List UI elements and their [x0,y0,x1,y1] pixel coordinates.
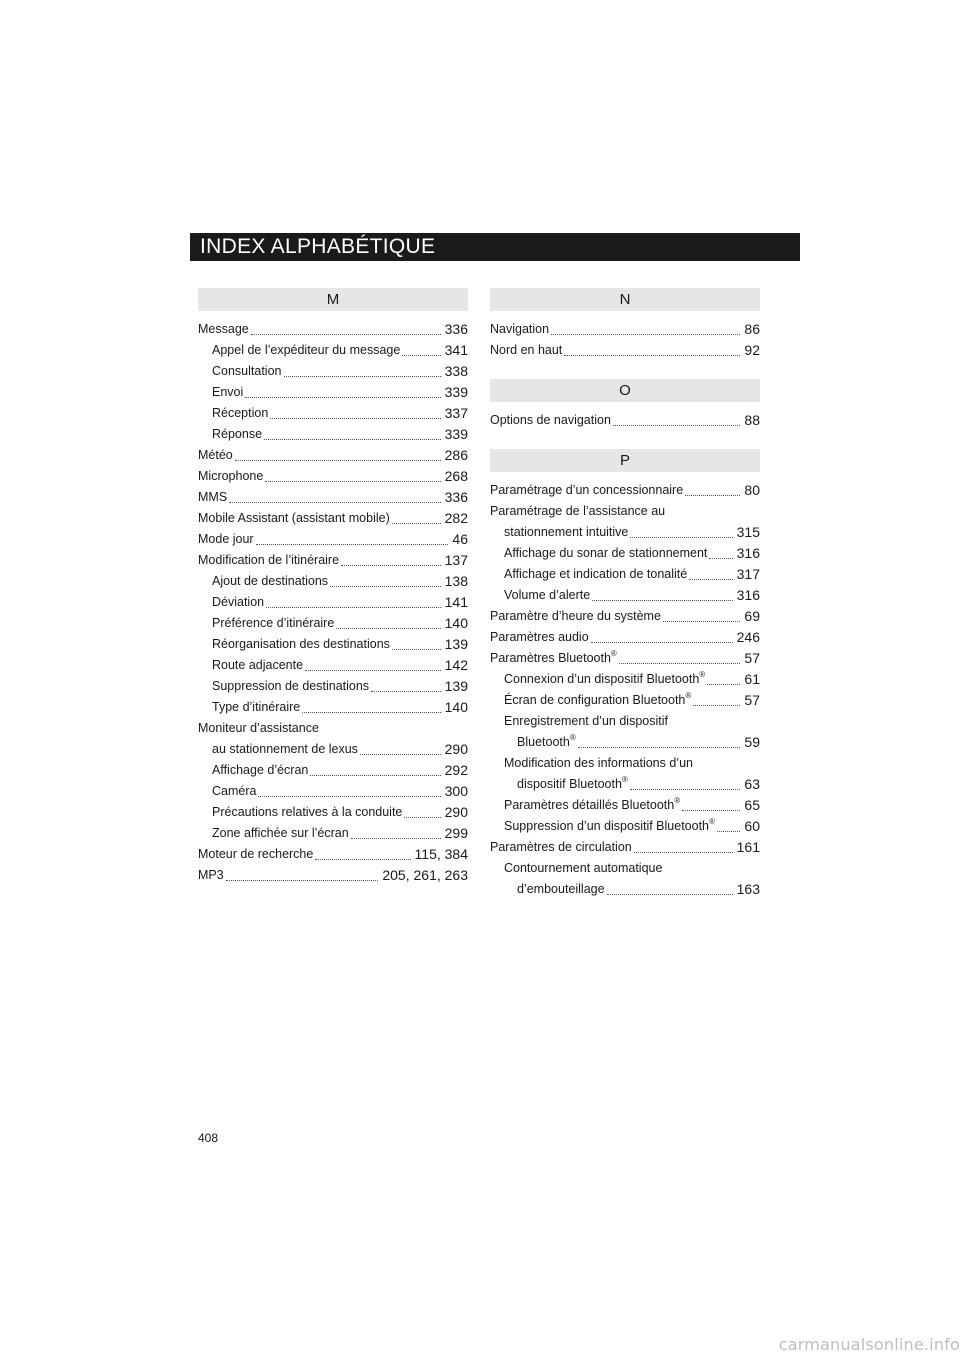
section-letter-n: N [490,288,760,311]
page-ref[interactable]: 69 [744,608,760,624]
page-ref[interactable]: 65 [744,797,760,813]
index-subentry: Volume d’alerte 316 [490,585,760,606]
page-ref[interactable]: 282 [444,510,468,526]
page-ref[interactable]: 57 [744,650,760,666]
right-column [490,288,760,918]
page-ref[interactable]: 341 [444,342,468,358]
page-ref[interactable]: 61 [744,671,760,687]
page-ref[interactable]: 57 [744,692,760,708]
index-entry: Paramètre d’heure du système 69 [490,606,760,627]
index-entry: Microphone 268 [198,466,468,487]
page-ref[interactable]: 139 [444,678,468,694]
index-subentry: Zone affichée sur l’écran 299 [198,823,468,844]
index-subentry-continuation: dispositif Bluetooth® 63 [490,774,760,795]
page-ref[interactable]: 115, 384 [414,846,468,862]
page-ref[interactable]: 140 [444,699,468,715]
page-ref[interactable]: 142 [444,657,468,673]
index-subentry: Type d’itinéraire 140 [198,697,468,718]
left-column [198,288,468,904]
page-ref[interactable]: 290 [444,741,468,757]
index-entry-continuation: stationnement intuitive 315 [490,522,760,543]
section-letter-o: O [490,379,760,402]
index-subentry: Précautions relatives à la conduite 290 [198,802,468,823]
page-ref[interactable]: 316 [736,587,760,603]
index-subentry: Ajout de destinations 138 [198,571,468,592]
page-ref[interactable]: 315 [736,524,760,540]
index-entry: Paramétrage d’un concessionnaire 80 [490,480,760,501]
page-ref[interactable]: 141 [444,594,468,610]
section-m [198,288,468,886]
page-ref[interactable]: 139 [444,636,468,652]
index-entry: Options de navigation 88 [490,410,760,431]
index-entry: Mode jour 46 [198,529,468,550]
page-ref[interactable]: 92 [744,342,760,358]
index-subentry-continuation: Bluetooth® 59 [490,732,760,753]
page-ref[interactable]: 80 [744,482,760,498]
index-entry: Navigation 86 [490,319,760,340]
page-ref[interactable]: 339 [444,426,468,442]
index-entry: Paramètres Bluetooth® 57 [490,648,760,669]
page-ref[interactable]: 205, 261, 263 [382,867,468,883]
page-ref[interactable]: 317 [736,566,760,582]
page-ref[interactable]: 299 [444,825,468,841]
page-ref[interactable]: 137 [444,552,468,568]
section-o [490,379,760,431]
index-subentry: Suppression de destinations 139 [198,676,468,697]
index-entry: Mobile Assistant (assistant mobile) 282 [198,508,468,529]
index-subentry: Connexion d’un dispositif Bluetooth® 61 [490,669,760,690]
index-subentry: Consultation 338 [198,361,468,382]
index-entry: Paramètres de circulation 161 [490,837,760,858]
index-subentry: Affichage et indication de tonalité 317 [490,564,760,585]
index-entry: Moteur de recherche 115, 384 [198,844,468,865]
index-subentry: Route adjacente 142 [198,655,468,676]
index-entry: Moniteur d’assistance [198,721,319,735]
page-ref[interactable]: 163 [736,881,760,897]
index-entry: Message 336 [198,319,468,340]
index-title: INDEX ALPHABÉTIQUE [200,235,436,258]
page-ref[interactable]: 339 [444,384,468,400]
index-entry: Modification de l’itinéraire 137 [198,550,468,571]
page-ref[interactable]: 268 [444,468,468,484]
page-ref[interactable]: 338 [444,363,468,379]
index-entry: Paramétrage de l’assistance au [490,504,666,518]
section-letter-m: M [198,288,468,311]
section-p [490,449,760,900]
page-ref[interactable]: 46 [452,531,468,547]
index-subentry: Contournement automatique [504,861,663,875]
page-ref[interactable]: 292 [444,762,468,778]
page-ref[interactable]: 300 [444,783,468,799]
watermark: carmanualsonline.info [778,1335,960,1354]
page-ref[interactable]: 336 [444,489,468,505]
page-number: 408 [198,1131,219,1145]
index-subentry: Suppression d’un dispositif Bluetooth® 60 [490,816,760,837]
index-subentry: Déviation 141 [198,592,468,613]
index-subentry: Affichage du sonar de stationnement 316 [490,543,760,564]
page-ref[interactable]: 161 [736,839,760,855]
index-entry-continuation: au stationnement de lexus 290 [198,739,468,760]
page-ref[interactable]: 60 [744,818,760,834]
index-subentry: Écran de configuration Bluetooth® 57 [490,690,760,711]
index-subentry: Caméra 300 [198,781,468,802]
index-entry: MP3 205, 261, 263 [198,865,468,886]
page-ref[interactable]: 59 [744,734,760,750]
page-ref[interactable]: 140 [444,615,468,631]
index-subentry: Réorganisation des destinations 139 [198,634,468,655]
index-subentry: Paramètres détaillés Bluetooth® 65 [490,795,760,816]
index-subentry: Enregistrement d’un dispositif [504,714,668,728]
page-ref[interactable]: 88 [744,412,760,428]
index-entry: Nord en haut 92 [490,340,760,361]
index-subentry: Préférence d’itinéraire 140 [198,613,468,634]
page-ref[interactable]: 286 [444,447,468,463]
page-ref[interactable]: 336 [444,321,468,337]
page-ref[interactable]: 86 [744,321,760,337]
index-header-bar [190,233,800,261]
index-entry: Paramètres audio 246 [490,627,760,648]
page-ref[interactable]: 246 [736,629,760,645]
index-subentry: Réponse 339 [198,424,468,445]
index-subentry: Appel de l’expéditeur du message 341 [198,340,468,361]
page-ref[interactable]: 63 [744,776,760,792]
index-entry: Météo 286 [198,445,468,466]
page-ref[interactable]: 337 [444,405,468,421]
index-subentry: Réception 337 [198,403,468,424]
page-ref[interactable]: 290 [444,804,468,820]
index-subentry: Envoi 339 [198,382,468,403]
index-entry: MMS 336 [198,487,468,508]
page-ref[interactable]: 316 [736,545,760,561]
section-n [490,288,760,361]
index-subentry: Affichage d’écran 292 [198,760,468,781]
index-subentry: Modification des informations d’un [504,756,693,770]
page-ref[interactable]: 138 [444,573,468,589]
section-letter-p: P [490,449,760,472]
index-subentry-continuation: d’embouteillage 163 [490,879,760,900]
